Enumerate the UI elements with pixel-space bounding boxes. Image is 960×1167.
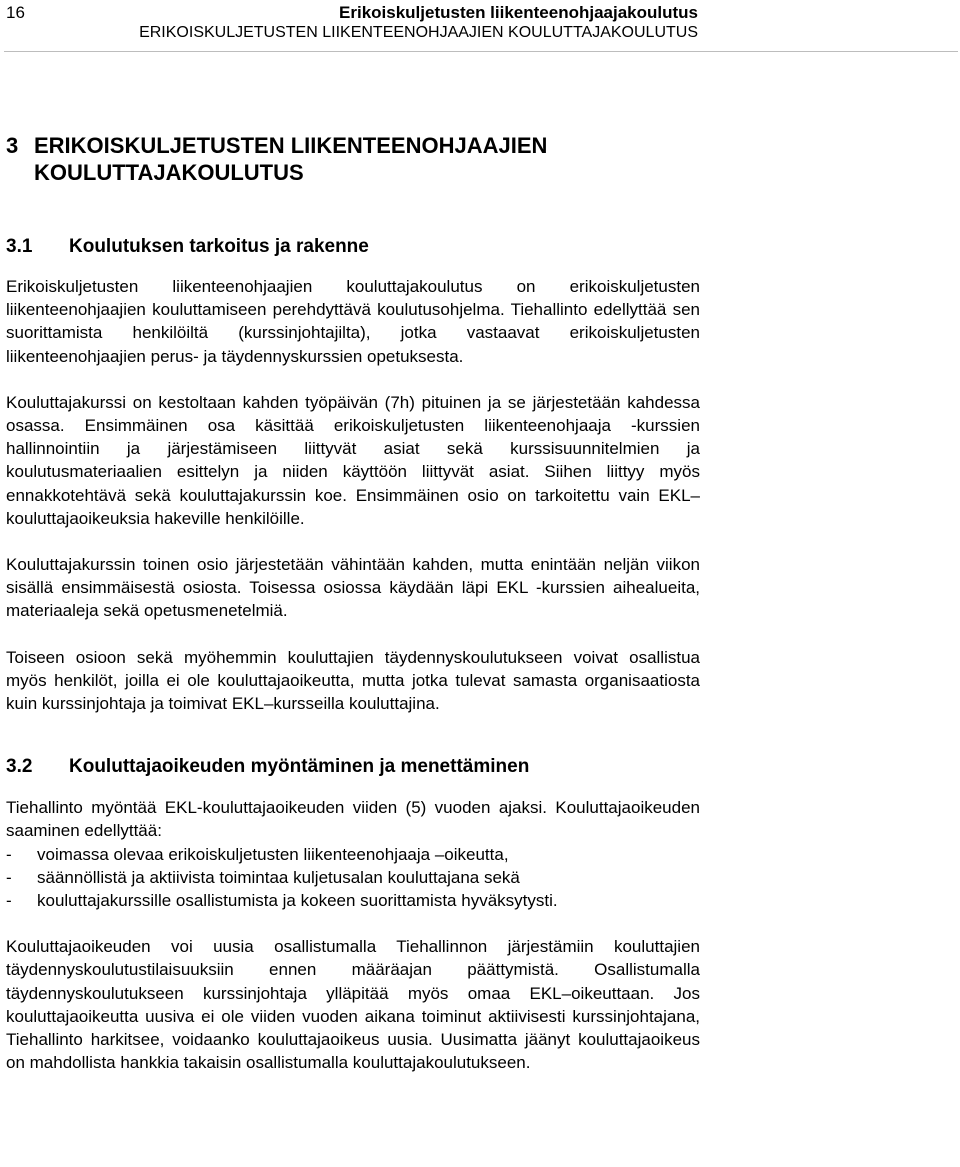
header-divider [4,51,958,52]
page-number: 16 [6,3,25,22]
chapter-title-line2: KOULUTTAJAKOULUTUS [34,160,304,185]
requirements-list [6,843,700,913]
section-title: Kouluttajaoikeuden myöntäminen ja menettäminen [69,756,530,778]
section-number: 3.2 [6,756,33,778]
running-header-title: Erikoiskuljetusten liikenteenohjaajakoulutus [339,3,698,22]
list-marker: - [6,844,12,864]
section-heading-3-2 [6,755,700,779]
section-heading-3-1 [6,235,700,259]
paragraph: Kouluttajakurssi on kestoltaan kahden työpäivän (7h) pituinen ja se järjestetään kahdessa osassa. Ensimmäinen osa käsittää erikoiskuljetusten liikenteenohjaaja -kurssien hallinnointiin ja järjestämiseen liittyvät asiat sekä kurssisuunnitelmien ja koulutusmateriaalien esittelyn ja niiden käyttöön liittyvät asiat. Siihen liittyy myös ennakkotehtävä sekä kouluttajakurssin koe. Ensimmäinen osio on tarkoitettu vain EKL–kouluttajaoikeuksia hakeville henkilöille. [6,392,700,528]
section-title: Koulutuksen tarkoitus ja rakenne [69,236,369,257]
chapter-title-line1: ERIKOISKULJETUSTEN LIIKENTEENOHJAAJIEN [34,133,548,158]
list-item [6,843,700,866]
list-marker: - [6,867,12,887]
chapter-number: 3 [6,133,19,158]
paragraph: Erikoiskuljetusten liikenteenohjaajien kouluttajakoulutus on erikoiskuljetusten liikenteenohjaajien kouluttamiseen perehdyttävä koulutusohjelma. Tiehallinto edellyttää sen suorittamista henkilöiltä (kurssinjohtajilta), jotka vastaavat erikoiskuljetusten liikenteenohjaajien perus- ja täydennyskurssien opetuksesta. [6,277,700,366]
document-body [6,132,700,1074]
paragraph: Kouluttajaoikeuden voi uusia osallistumalla Tiehallinnon järjestämiin kouluttajien täydennyskoulutustilaisuuksiin ennen määräajan päättymistä. Osallistumalla täydennyskoulutukseen kurssinjohtaja ylläpitää myös omaa EKL–oikeuttaan. Jos kouluttajaoikeutta uusiva ei ole viiden vuoden aikana toiminut aktiivisesti kurssinjohtajana, Tiehallinto harkitsee, voidaanko kouluttajaoikeus uusia. Uusimatta jäänyt kouluttajaoikeus on mahdollista hankkia takaisin osallistumalla kouluttajakoulutukseen. [6,937,700,1073]
paragraph: Kouluttajakurssin toinen osio järjestetään vähintään kahden, mutta enintään neljän viikon sisällä ensimmäisestä osiosta. Toisessa osiossa käydään läpi EKL -kurssien aihealueita, materiaaleja sekä opetusmenetelmiä. [6,555,700,621]
paragraph: Tiehallinto myöntää EKL-kouluttajaoikeuden viiden (5) vuoden ajaksi. Kouluttajaoikeuden saaminen edellyttää: [6,798,700,841]
paragraph: Toiseen osioon sekä myöhemmin kouluttajien täydennyskoulutukseen voivat osallistua myös henkilöt, joilla ei ole kouluttajaoikeutta, mutta jotka tulevat samasta organisaatiosta kuin kurssinjohtaja ja toimivat EKL–kursseilla kouluttajina. [6,647,700,714]
list-item-text: säännöllistä ja aktiivista toimintaa kuljetusalan kouluttajana sekä [37,867,520,887]
list-item-text: voimassa olevaa erikoiskuljetusten liikenteenohjaaja –oikeutta, [37,844,509,864]
list-item [6,866,700,889]
list-marker: - [6,891,12,911]
section-number: 3.1 [6,236,33,257]
list-item [6,889,700,912]
list-item-text: kouluttajakurssille osallistumista ja kokeen suorittamista hyväksytysti. [37,891,558,911]
chapter-heading [6,132,700,186]
running-header-subtitle: ERIKOISKULJETUSTEN LIIKENTEENOHJAAJIEN KOULUTTAJAKOULUTUS [139,24,698,41]
